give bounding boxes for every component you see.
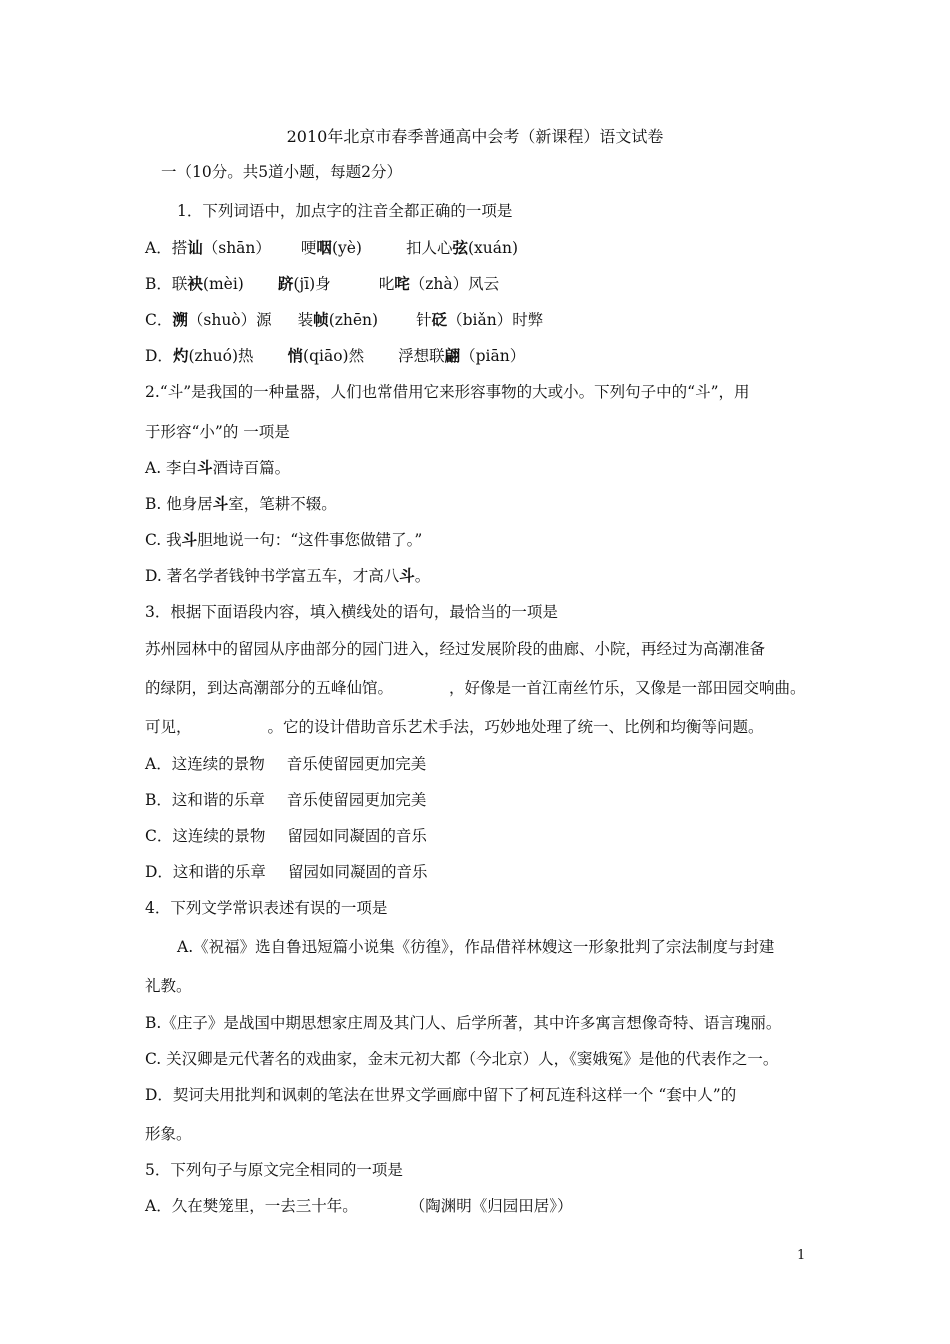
question-2-option-a: A. 李白斗酒诗百篇。 bbox=[145, 458, 291, 477]
question-4-option-d-line2: 形象。 bbox=[145, 1125, 192, 1143]
question-3-option-a: A．这连续的景物 音乐使留园更加完美 bbox=[145, 755, 427, 773]
question-2-option-d: D. 著名学者钱钟书学富五车，才高八斗。 bbox=[145, 566, 431, 585]
question-1-option-d: D．灼(zhuó)热 悄(qiāo)然 浮想联翩（piān） bbox=[145, 346, 526, 365]
page-number: 1 bbox=[797, 1248, 806, 1263]
question-4-option-b: B.《庄子》是战国中期思想家庄周及其门人、后学所著，其中许多寓言想像奇特、语言瑰丽。 bbox=[145, 1014, 782, 1032]
question-3-option-c: C．这连续的景物 留园如同凝固的音乐 bbox=[145, 827, 427, 845]
section-heading: 一（10分。共5道小题，每题2分） bbox=[161, 163, 402, 181]
question-1-option-c: C．溯（shuò）源 装帧(zhēn) 针砭（biǎn）时弊 bbox=[145, 310, 544, 329]
question-2-stem-line2: 于形容“小”的 一项是 bbox=[145, 423, 290, 441]
question-3-option-d: D．这和谐的乐章 留园如同凝固的音乐 bbox=[145, 863, 428, 881]
question-4-option-d-line1: D．契诃夫用批判和讽刺的笔法在世界文学画廊中留下了柯瓦连科这样一个 “套中人”的 bbox=[145, 1086, 737, 1104]
question-2-stem-line1: 2.“斗”是我国的一种量器，人们也常借用它来形容事物的大或小。下列句子中的“斗”，用 bbox=[145, 383, 750, 401]
question-5-stem: 5．下列句子与原文完全相同的一项是 bbox=[145, 1161, 403, 1179]
question-2-option-b: B. 他身居斗室，笔耕不辍。 bbox=[145, 494, 337, 513]
question-3-passage-line2: 的绿阴，到达高潮部分的五峰仙馆。 ，好像是一首江南丝竹乐，又像是一部田园交响曲。 bbox=[145, 679, 806, 697]
page-title: 2010年北京市春季普通高中会考（新课程）语文试卷 bbox=[286, 127, 664, 146]
question-1-stem: 1．下列词语中，加点字的注音全都正确的一项是 bbox=[177, 202, 513, 220]
question-3-passage-line1: 苏州园林中的留园从序曲部分的园门进入，经过发展阶段的曲廊、小院，再经过为高潮准备 bbox=[145, 640, 766, 658]
question-3-stem: 3．根据下面语段内容，填入横线处的语句，最恰当的一项是 bbox=[145, 603, 558, 621]
question-1-option-b: B．联袂(mèi) 跻(jī)身 叱咤（zhà）风云 bbox=[145, 274, 500, 293]
question-3-option-b: B．这和谐的乐章 音乐使留园更加完美 bbox=[145, 791, 427, 809]
question-3-passage-line3: 可见， 。它的设计借助音乐艺术手法，巧妙地处理了统一、比例和均衡等问题。 bbox=[145, 718, 764, 736]
question-4-option-a-line1: A.《祝福》选自鲁迅短篇小说集《彷徨》，作品借祥林嫂这一形象批判了宗法制度与封建 bbox=[177, 938, 775, 956]
question-4-option-a-line2: 礼教。 bbox=[145, 977, 192, 995]
question-5-option-a: A．久在樊笼里，一去三十年。 （陶渊明《归园田居》） bbox=[145, 1197, 573, 1215]
question-4-stem: 4．下列文学常识表述有误的一项是 bbox=[145, 899, 388, 917]
question-1-option-a: A．搭讪（shān） 哽咽(yè) 扣人心弦(xuán) bbox=[145, 238, 519, 257]
question-4-option-c: C. 关汉卿是元代著名的戏曲家，金末元初大都（今北京）人，《窦娥冤》是他的代表作之一。 bbox=[145, 1050, 779, 1068]
question-2-option-c: C. 我斗胆地说一句：“这件事您做错了。” bbox=[145, 530, 423, 549]
